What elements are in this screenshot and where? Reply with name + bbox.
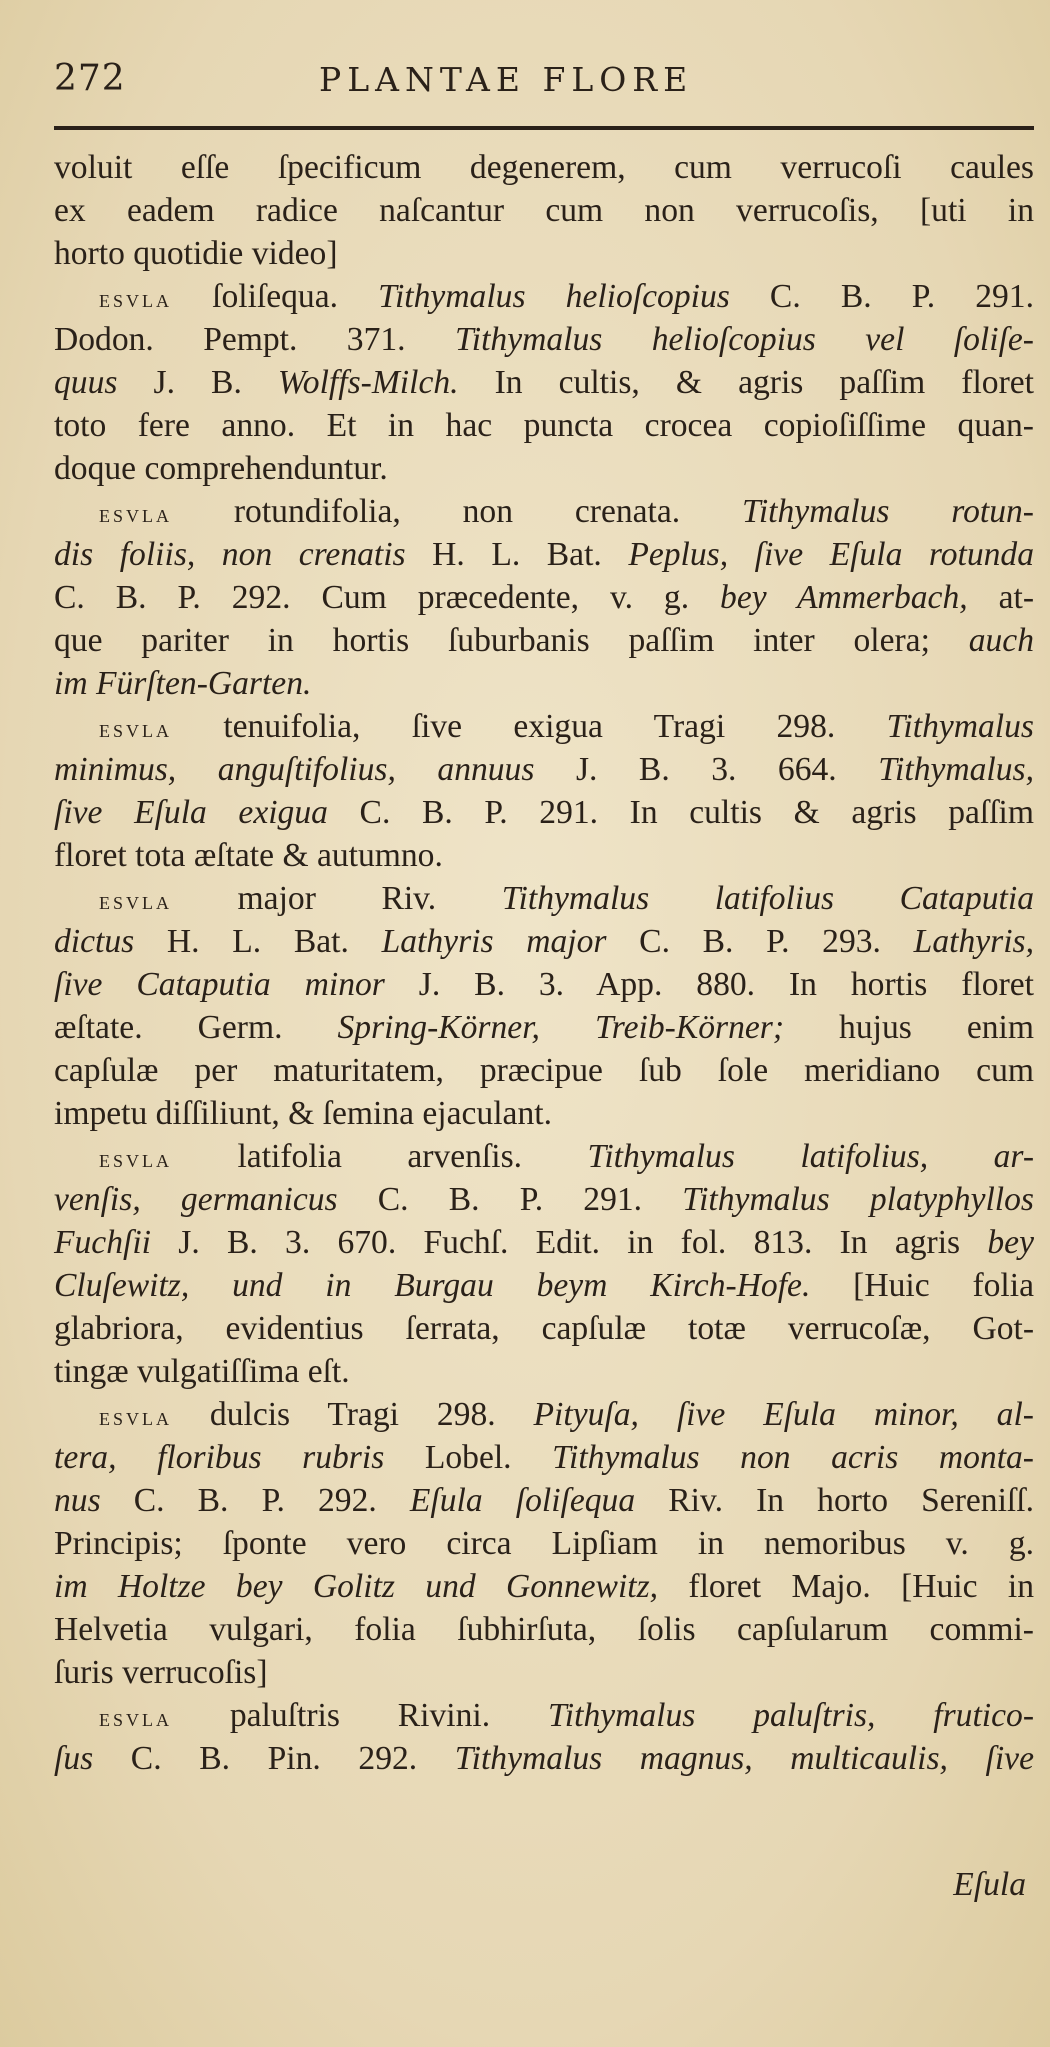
entry-keyword: esvla [99,1703,172,1732]
text-run: toto fere anno. Et in hac puncta crocea copioſiſſime quan- [54,407,1034,444]
text-run: impetu diſſiliunt, & ſemina ejaculant. [54,1095,552,1132]
text-run: H. L. Bat. [405,536,629,573]
text-run: Helvetia vulgari, folia ſubhirſuta, ſolis capſularum commi- [54,1611,1034,1648]
text-line [54,1737,1034,1780]
text-run: ſoliſequa. [172,278,379,315]
text-run: In cultis, & agris paſſim floret [458,364,1034,401]
text-run: Spring-Körner, Treib-Körner; [337,1009,785,1046]
text-run: Pityuſa, ſive Eſula minor, al- [533,1396,1034,1433]
entry-keyword: esvla [99,284,172,313]
text-line [54,361,1034,404]
text-line [54,576,1034,619]
text-run: Fuchſii [54,1224,151,1261]
entry-keyword: esvla [99,1144,172,1173]
text-line [54,533,1034,576]
text-run: Lathyris major [381,923,607,960]
text-line [54,834,1034,877]
text-line [54,748,1034,791]
page-number: 272 [54,58,126,99]
text-run: Dodon. Pempt. 371. [54,321,455,358]
text-line [54,1221,1034,1264]
text-run: Tithymalus non acris monta- [552,1439,1034,1476]
text-line [54,189,1034,232]
text-run: Principis; ſponte vero circa Lipſiam in nemoribus v. g. [54,1525,1034,1562]
text-run: dulcis Tragi 298. [172,1396,534,1433]
text-run: dis foliis, non crenatis [54,536,406,573]
text-line [54,447,1034,490]
text-line [54,232,1034,275]
text-run: C. B. P. 291. In cultis & agris paſſim [327,794,1034,831]
text-line [54,963,1034,1006]
text-line [54,1092,1034,1135]
text-run: capſulæ per maturitatem, præcipue ſub ſole meridiano cum [54,1052,1034,1089]
text-line [54,318,1034,361]
catchword: Eſula [953,1866,1026,1903]
text-line [54,1651,1034,1694]
text-line [54,1436,1034,1479]
header-rule [54,126,1034,130]
text-line [54,1350,1034,1393]
text-run: tingæ vulgatiſſima eſt. [54,1353,350,1390]
entry-keyword: esvla [99,1402,172,1431]
text-run: im Fürſten-Garten. [54,665,312,702]
text-line [54,705,1034,748]
text-run: Tithymalus magnus, multicaulis, ſive [454,1740,1034,1777]
text-line [54,1479,1034,1522]
text-run: Lobel. [384,1439,553,1476]
entry-keyword: esvla [99,499,172,528]
text-run: C. B. P. 293. [606,923,914,960]
text-run: C. B. P. 291. [337,1181,683,1218]
text-run: at- [967,579,1035,616]
text-line [54,1049,1034,1092]
text-run: Tithymalus helioſcopius vel ſoliſe- [454,321,1034,358]
text-run: que pariter in hortis ſuburbanis paſſim inter olera; [54,622,969,659]
text-run: Tithymalus, [878,751,1035,788]
text-line [54,1307,1034,1350]
text-line [54,275,1034,318]
text-run: nus [54,1482,101,1519]
text-line [54,662,1034,705]
text-run: Tithymalus paluſtris, frutico- [547,1697,1034,1734]
text-line [54,1135,1034,1178]
body-text [54,146,1034,1780]
text-run: æſtate. Germ. [54,1009,338,1046]
text-run: tenuifolia, ſive exigua Tragi 298. [172,708,887,745]
text-run: horto quotidie video] [54,235,338,272]
book-page [54,50,1035,1903]
page-header [54,50,1034,112]
text-line [54,1264,1034,1307]
text-run: C. B. P. 292. [100,1482,410,1519]
text-run: Peplus, ſive Eſula rotunda [628,536,1034,573]
text-run: major Riv. [172,880,502,917]
text-run: dictus [54,923,135,960]
text-run: doque comprehenduntur. [54,450,388,487]
text-line [54,877,1034,920]
text-run: hujus enim [784,1009,1034,1046]
text-line [54,920,1034,963]
text-run: J. B. [117,364,278,401]
text-run: tera, floribus rubris [54,1439,385,1476]
text-run: C. B. P. 291. [729,278,1034,315]
text-run: quus [54,364,118,401]
text-line [54,1393,1034,1436]
text-run: minimus, anguſtifolius, annuus [54,751,535,788]
text-run: Cluſewitz, und in Burgau beym Kirch-Hofe. [54,1267,811,1304]
text-run: Tithymalus rotun- [742,493,1034,530]
text-line [54,1565,1034,1608]
text-line [54,1006,1034,1049]
text-run: floret Majo. [Huic in [658,1568,1034,1605]
text-run: bey [987,1224,1034,1261]
text-run: voluit eſſe ſpecificum degenerem, cum verrucoſi caules [54,149,1034,186]
text-run: ſuris verrucoſis] [54,1654,268,1691]
text-run: Tithymalus [886,708,1034,745]
text-run: J. B. 3. 664. [534,751,879,788]
text-run: [Huic folia [810,1267,1034,1304]
text-line [54,404,1034,447]
text-run: floret tota æſtate & autumno. [54,837,443,874]
text-run: Tithymalus latifolius Cataputia [501,880,1034,917]
text-line [54,490,1034,533]
text-line [54,1608,1034,1651]
text-line [54,791,1034,834]
text-run: auch [968,622,1034,659]
text-run: Riv. In horto Sereniſſ. [635,1482,1034,1519]
text-run: latifolia arvenſis. [172,1138,588,1175]
text-run: Eſula ſoliſequa [409,1482,636,1519]
text-line [54,1694,1034,1737]
text-run: Wolffs-Milch. [277,364,459,401]
text-run: H. L. Bat. [134,923,382,960]
text-run: J. B. 3. 670. Fuchſ. Edit. in fol. 813. In agris [150,1224,988,1261]
text-line [54,619,1034,662]
text-run: Tithymalus helioſcopius [378,278,730,315]
text-run: C. B. P. 292. Cum præcedente, v. g. [54,579,721,616]
text-run: glabriora, evidentius ſerrata, capſulæ totæ verrucoſæ, Got- [54,1310,1034,1347]
text-run: J. B. 3. App. 880. In hortis floret [384,966,1034,1003]
text-run: im Holtze bey Golitz und Gonnewitz, [54,1568,659,1605]
entry-keyword: esvla [99,886,172,915]
text-run: ſive Eſula exigua [54,794,328,831]
text-run: venſis, germanicus [54,1181,338,1218]
text-run: ſus [54,1740,94,1777]
text-line [54,1178,1034,1221]
text-run: bey Ammerbach, [720,579,968,616]
running-head: PLANTAE FLORE [319,60,694,99]
text-run: Tithymalus latifolius, ar- [587,1138,1035,1175]
text-run: rotundifolia, non crenata. [172,493,743,530]
text-run: C. B. Pin. 292. [93,1740,455,1777]
text-line [54,146,1034,189]
text-run: Lathyris, [913,923,1034,960]
text-line [54,1522,1034,1565]
text-run: ſive Cataputia minor [54,966,385,1003]
text-run: ex eadem radice naſcantur cum non verrucoſis, [uti in [54,192,1034,229]
text-run: Tithymalus platyphyllos [682,1181,1034,1218]
text-run: paluſtris Rivini. [172,1697,548,1734]
entry-keyword: esvla [99,714,172,743]
